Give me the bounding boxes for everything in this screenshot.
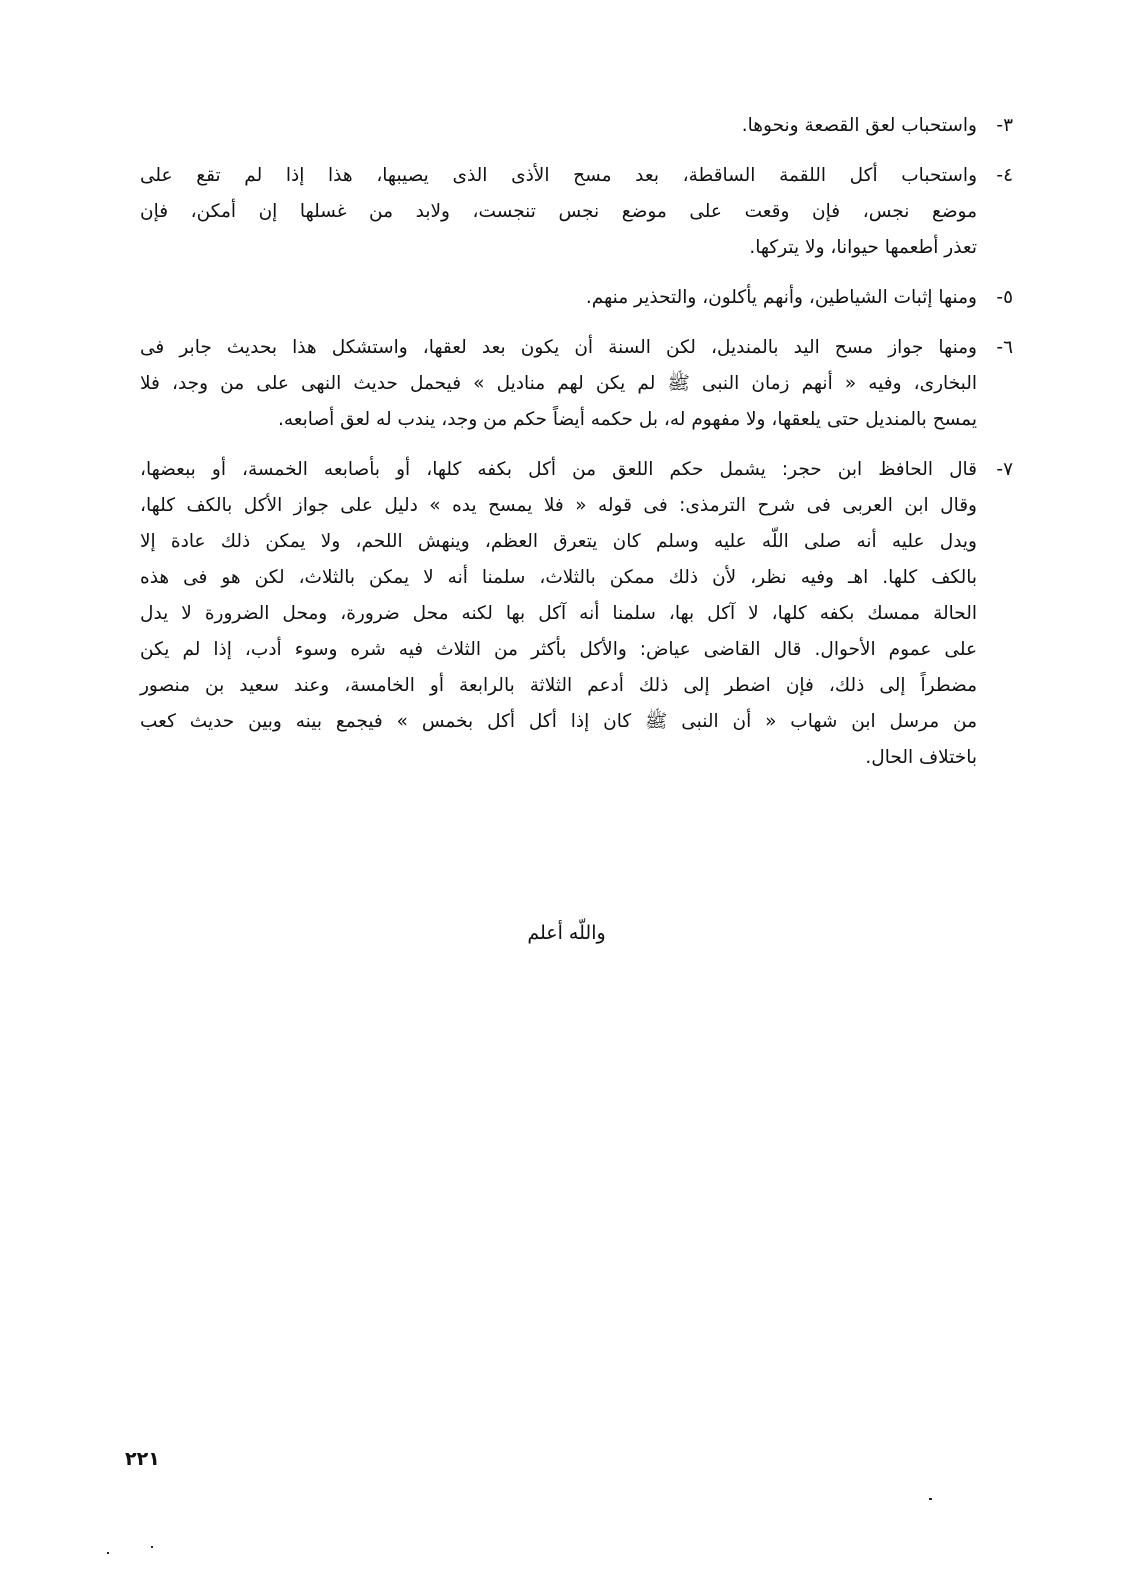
closing-phrase: واللّه أعلم: [527, 922, 606, 944]
text-line: ومنها إثبات الشياطين، وأنهم يأكلون، والتحذير منهم.: [585, 287, 977, 308]
text-line: على عموم الأحوال. قال القاضى عياض: والأكل بأكثر من الثلاث فيه شره وسوء أدب، إذا لم يكن: [140, 639, 977, 660]
item-number: ٣-: [996, 115, 1013, 136]
item-number: ٦-: [996, 337, 1013, 358]
list-item: [140, 108, 1013, 144]
item-number: ٧-: [996, 459, 1013, 480]
text-line: بالكف كلها. اهـ وفيه نظر، لأن ذلك ممكن بالثلاث، سلمنا أنه لا يمكن بالثلاث، لكن هو فى هذه: [140, 567, 977, 588]
text-line: البخارى، وفيه « أنهم زمان النبى ﷺ لم يكن لهم مناديل » فيحمل حديث النهى على من وجد، فلا: [140, 373, 977, 394]
item-number: ٥-: [996, 287, 1013, 308]
text-line: باختلاف الحال.: [865, 747, 977, 768]
text-line: ويدل عليه أنه صلى اللّه عليه وسلم كان يتعرق العظم، وينهش اللحم، ولا يمكن ذلك عادة إلا: [140, 531, 977, 552]
list-item: [140, 158, 1013, 266]
text-line: قال الحافظ ابن حجر: يشمل حكم اللعق من أكل بكفه كلها، أو بأصابعه الخمسة، أو ببعضها،: [140, 459, 977, 480]
scan-speck: [151, 1546, 153, 1548]
scan-speck: [929, 1498, 932, 1500]
text-line: وقال ابن العربى فى شرح الترمذى: فى قوله « فلا يمسح يده » دليل على جواز الأكل بالكف كلها،: [140, 495, 977, 516]
text-line: موضع نجس، فإن وقعت على موضع نجس تنجست، ولابد من غسلها إن أمكن، فإن: [140, 201, 977, 222]
text-line: تعذر أطعمها حيوانا، ولا يتركها.: [749, 237, 977, 258]
list-item: [140, 330, 1013, 438]
text-line: الحالة ممسك بكفه كلها، لا آكل بها، سلمنا أنه آكل بها لكنه محل ضرورة، ومحل الضرورة لا يدل: [140, 603, 977, 624]
text-line: يمسح بالمنديل حتى يلعقها، ولا مفهوم له، بل حكمه أيضاً حكم من وجد، يندب له لعق أصابعه.: [277, 409, 977, 430]
document-body: [140, 108, 1013, 790]
page-number: ٢٢١: [125, 1448, 160, 1470]
list-item: [140, 280, 1013, 316]
text-line: واستحباب لعق القصعة ونحوها.: [741, 115, 977, 136]
item-number: ٤-: [996, 165, 1013, 186]
text-line: واستحباب أكل اللقمة الساقطة، بعد مسح الأذى الذى يصيبها، هذا إذا لم تقع على: [140, 165, 977, 186]
text-line: مضطراً إلى ذلك، فإن اضطر إلى ذلك أدعم الثلاثة بالرابعة أو الخامسة، وعند سعيد بن منصور: [140, 675, 977, 696]
list-item: [140, 452, 1013, 776]
text-line: ومنها جواز مسح اليد بالمنديل، لكن السنة أن يكون بعد لعقها، واستشكل هذا بحديث جابر فى: [140, 337, 977, 358]
text-line: من مرسل ابن شهاب « أن النبى ﷺ كان إذا أكل أكل بخمس » فيجمع بينه وبين حديث كعب: [140, 711, 977, 732]
scan-speck: [107, 1552, 109, 1554]
